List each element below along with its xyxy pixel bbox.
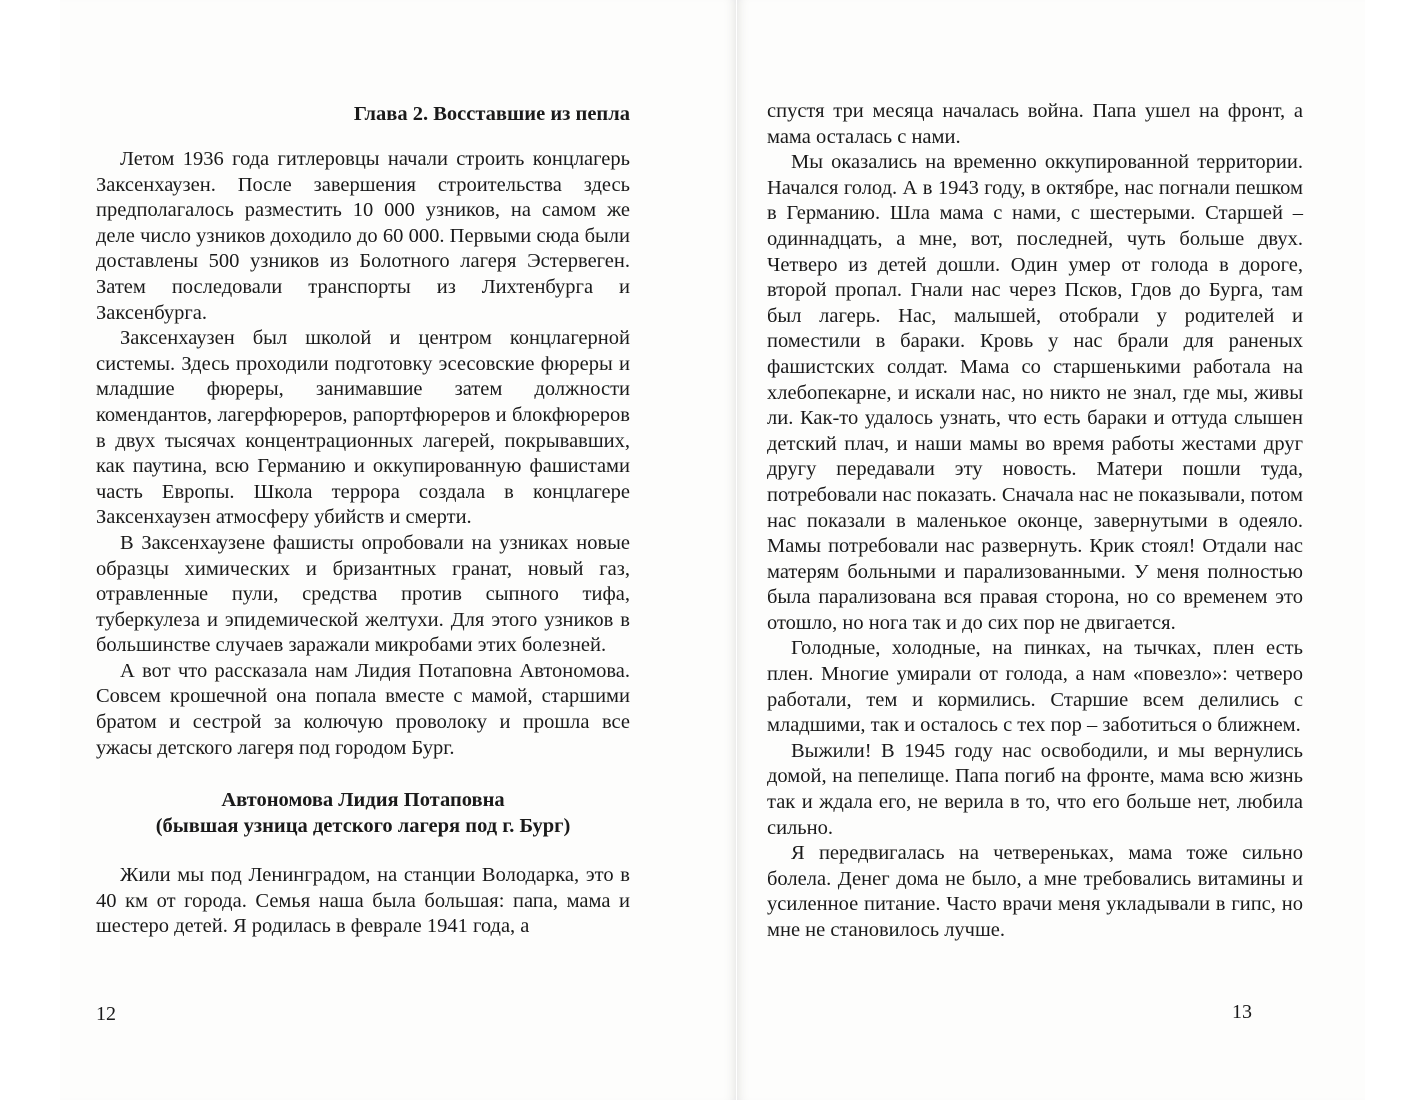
paragraph-continuation: спустя три месяца началась война. Папа ушел на фронт, а мама осталась с нами. [767,100,1303,148]
paragraph: Мы оказались на временно оккупированной территории. Начался голод. А в 1943 году, в октябре, нас погнали пешком в Германию. Шла мама с нами, с шестерыми. Старшей – одиннадцать, а мне, вот, последней, чуть больше двух. Четверо из детей дошли. Один умер от голода в дороге, второй пропал. Гнали нас через Псков, Гдов до Бурга, там был лагерь. Нас, малышей, отобрали у родителей и поместили в бараки. Кровь у нас брали для раненых фашистских солдат. Мама со старшенькими работала на хлебопекарне, и искали нас, но никто не знал, где мы, живы ли. Как-то удалось узнать, что есть бараки и оттуда слышен детский плач, и наши мамы во время работы жестами друг другу передавали эту новость. Матери пошли туда, потребовали нас показать. Сначала нас не показывали, потом нас показали в маленькое оконце, завернутыми в одеяло. Мамы потребовали нас развернуть. Крик стоял! Отдали нас матерям больными и парализованными. У меня полностью была парализована вся правая сторона, но со временем это отошло, но нога так и до сих пор не двигается. [767,151,1303,634]
paragraph: В Заксенхаузене фашисты опробовали на узниках новые образцы химических и бризантных гранат, новый газ, отравленные пули, средства против сыпного тифа, туберкулеза и эпидемической желтухи. Для этого узников в большинстве случаев заражали микробами этих болезней. [96,531,630,657]
paragraph: Заксенхаузен был школой и центром концлагерной системы. Здесь проходили подготовку эсесовские фюреры и младшие фюреры, занимавшие затем должности комендантов, лагерфюреров, рапортфюреров и блокфюреров в двух тысячах концентрационных лагерей, покрывавших, как паутина, всю Германию и оккупированную фашистами часть Европы. Школа террора создала в концлагере Заксенхаузен атмосферу убийств и смерти. [96,327,630,529]
testimony-heading [96,787,630,839]
chapter-title: Глава 2. Восставшие из пепла [353,103,630,125]
testimony-heading-name: Автономова Лидия Потаповна [221,789,505,812]
left-page [60,0,736,1100]
paragraph: Я передвигалась на четвереньках, мама тоже сильно болела. Денег дома не было, а мне требовались витамины и усиленное питание. Часто врачи меня укладывали в гипс, но мне не становилось лучше. [767,842,1303,941]
right-page-text [767,99,1303,944]
paragraph: Летом 1936 года гитлеровцы начали строить концлагерь Заксенхаузен. После завершения строительства здесь предполагалось разместить 10 000 узников, на самом же деле число узников доходило до 60 000. Первыми сюда были доставлены 500 узников из Болотного лагеря Эстервеген. Затем последовали транспорты из Лихтенбурга и Заксенбурга. [96,148,630,324]
paragraph: Голодные, холодные, на пинках, на тычках, плен есть плен. Многие умирали от голода, а нам «повезло»: четверо работали, тем и кормились. Старшие всем делились с младшими, так и осталось с тех пор – заботиться о ближнем. [767,637,1303,737]
paragraph: Жили мы под Ленинградом, на станции Володарка, это в 40 км от города. Семья наша была большая: папа, мама и шестеро детей. Я родилась в феврале 1941 года, а [96,864,630,938]
left-page-text [96,101,630,940]
paragraph: А вот что рассказала нам Лидия Потаповна Автономова. Совсем крошечной она попала вместе с мамой, старшими братом и сестрой за колючую проволоку и прошла все ужасы детского лагеря под городом Бург. [96,659,630,759]
paragraph: Выжили! В 1945 году нас освободили, и мы вернулись домой, на пепелище. Папа погиб на фронте, мама всю жизнь так и ждала его, не верила в то, что его больше нет, любила сильно. [767,739,1303,839]
right-page [737,0,1365,1100]
testimony-heading-subtitle: (бывшая узница детского лагеря под г. Бург) [155,815,571,838]
page-number-right: 13 [1232,1001,1252,1023]
page-number-left: 12 [96,1003,116,1025]
